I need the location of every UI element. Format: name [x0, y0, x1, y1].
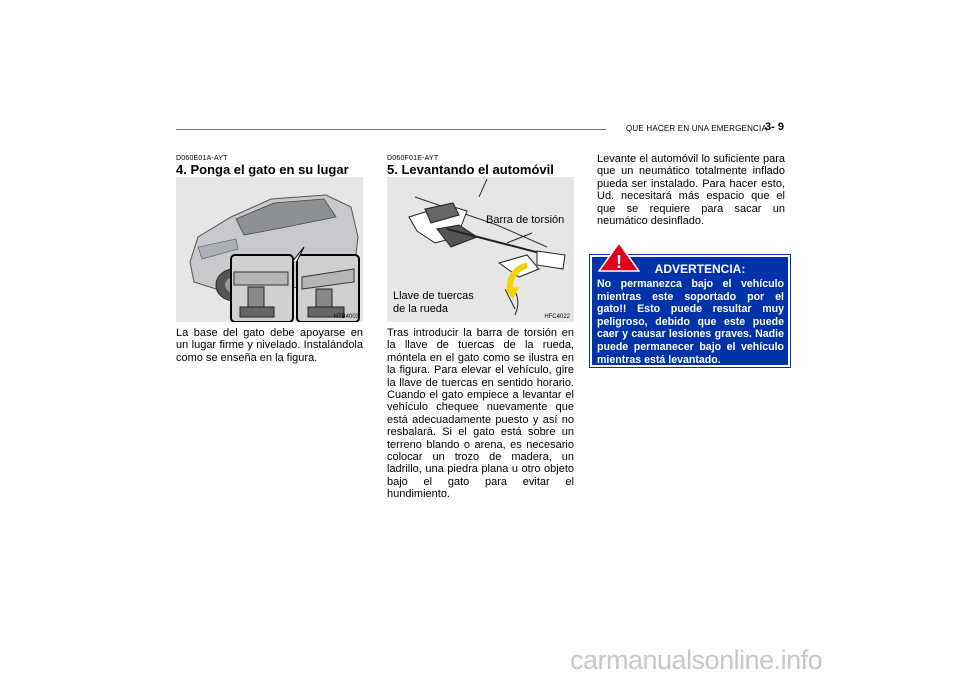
header-rule: [176, 129, 606, 130]
jack-lifting-figure: [387, 177, 574, 322]
callout-wheel-wrench-line1: Llave de tuercas: [393, 290, 474, 302]
figure-code: HTB4003: [333, 314, 359, 320]
warning-text: No permanezca bajo el vehículo mientras este soportado por el gato!! Esto puede resultar muy peligroso, debido que este puede caer y causar lesiones graves. Nadie puede permanecer bajo el vehículo mientras está levantado.: [597, 278, 784, 366]
car-illustration: [176, 177, 363, 322]
callout-torsion-bar: Barra de torsión: [486, 214, 565, 226]
callout-wheel-wrench-line2: de la rueda: [393, 303, 449, 315]
section-code: D060F01E-AYT: [387, 155, 439, 162]
figure-code: HFC4022: [544, 314, 570, 320]
warning-symbol: !: [616, 252, 622, 272]
car-jack-figure: [176, 177, 363, 322]
section-code: D060E01A-AYT: [176, 155, 228, 162]
watermark-text: carmanualsonline.info: [570, 645, 823, 675]
section-title: QUE HACER EN UNA EMERGENCIA: [626, 124, 767, 133]
page-number: 3- 9: [765, 121, 784, 133]
step-title: 4. Ponga el gato en su lugar: [176, 162, 349, 177]
step-title: 5. Levantando el automóvil: [387, 162, 554, 177]
warning-icon: [598, 242, 640, 272]
warning-title: ADVERTENCIA:: [654, 262, 746, 276]
col2-body: Tras introducir la barra de torsión en la llave de tuercas de la rueda, móntela en el gato como se ilustra en la figura. Para elevar el vehículo, gire la llave de tuercas en sentido horario. Cuando el gato empiece a levantar el vehículo chequee nuevamente que está adecuadamente puesto y así no resbalará. Si el gato está sobre un terreno blando o arena, es necesario colocar un trozo de madera, un ladrillo, una piedra plana u otro objeto bajo el gato para evitar el hundimiento.: [387, 327, 574, 501]
col3-body: Levante el automóvil lo suficiente para que un neumático totalmente inflado pueda ser instalado. Para hacer esto, Ud. necesitará más espacio que el que se requiere para sacar un neumático desinflado.: [597, 153, 785, 228]
col1-body: La base del gato debe apoyarse en un lugar firme y nivelado. Instalándola como se enseña en la figura.: [176, 327, 363, 364]
